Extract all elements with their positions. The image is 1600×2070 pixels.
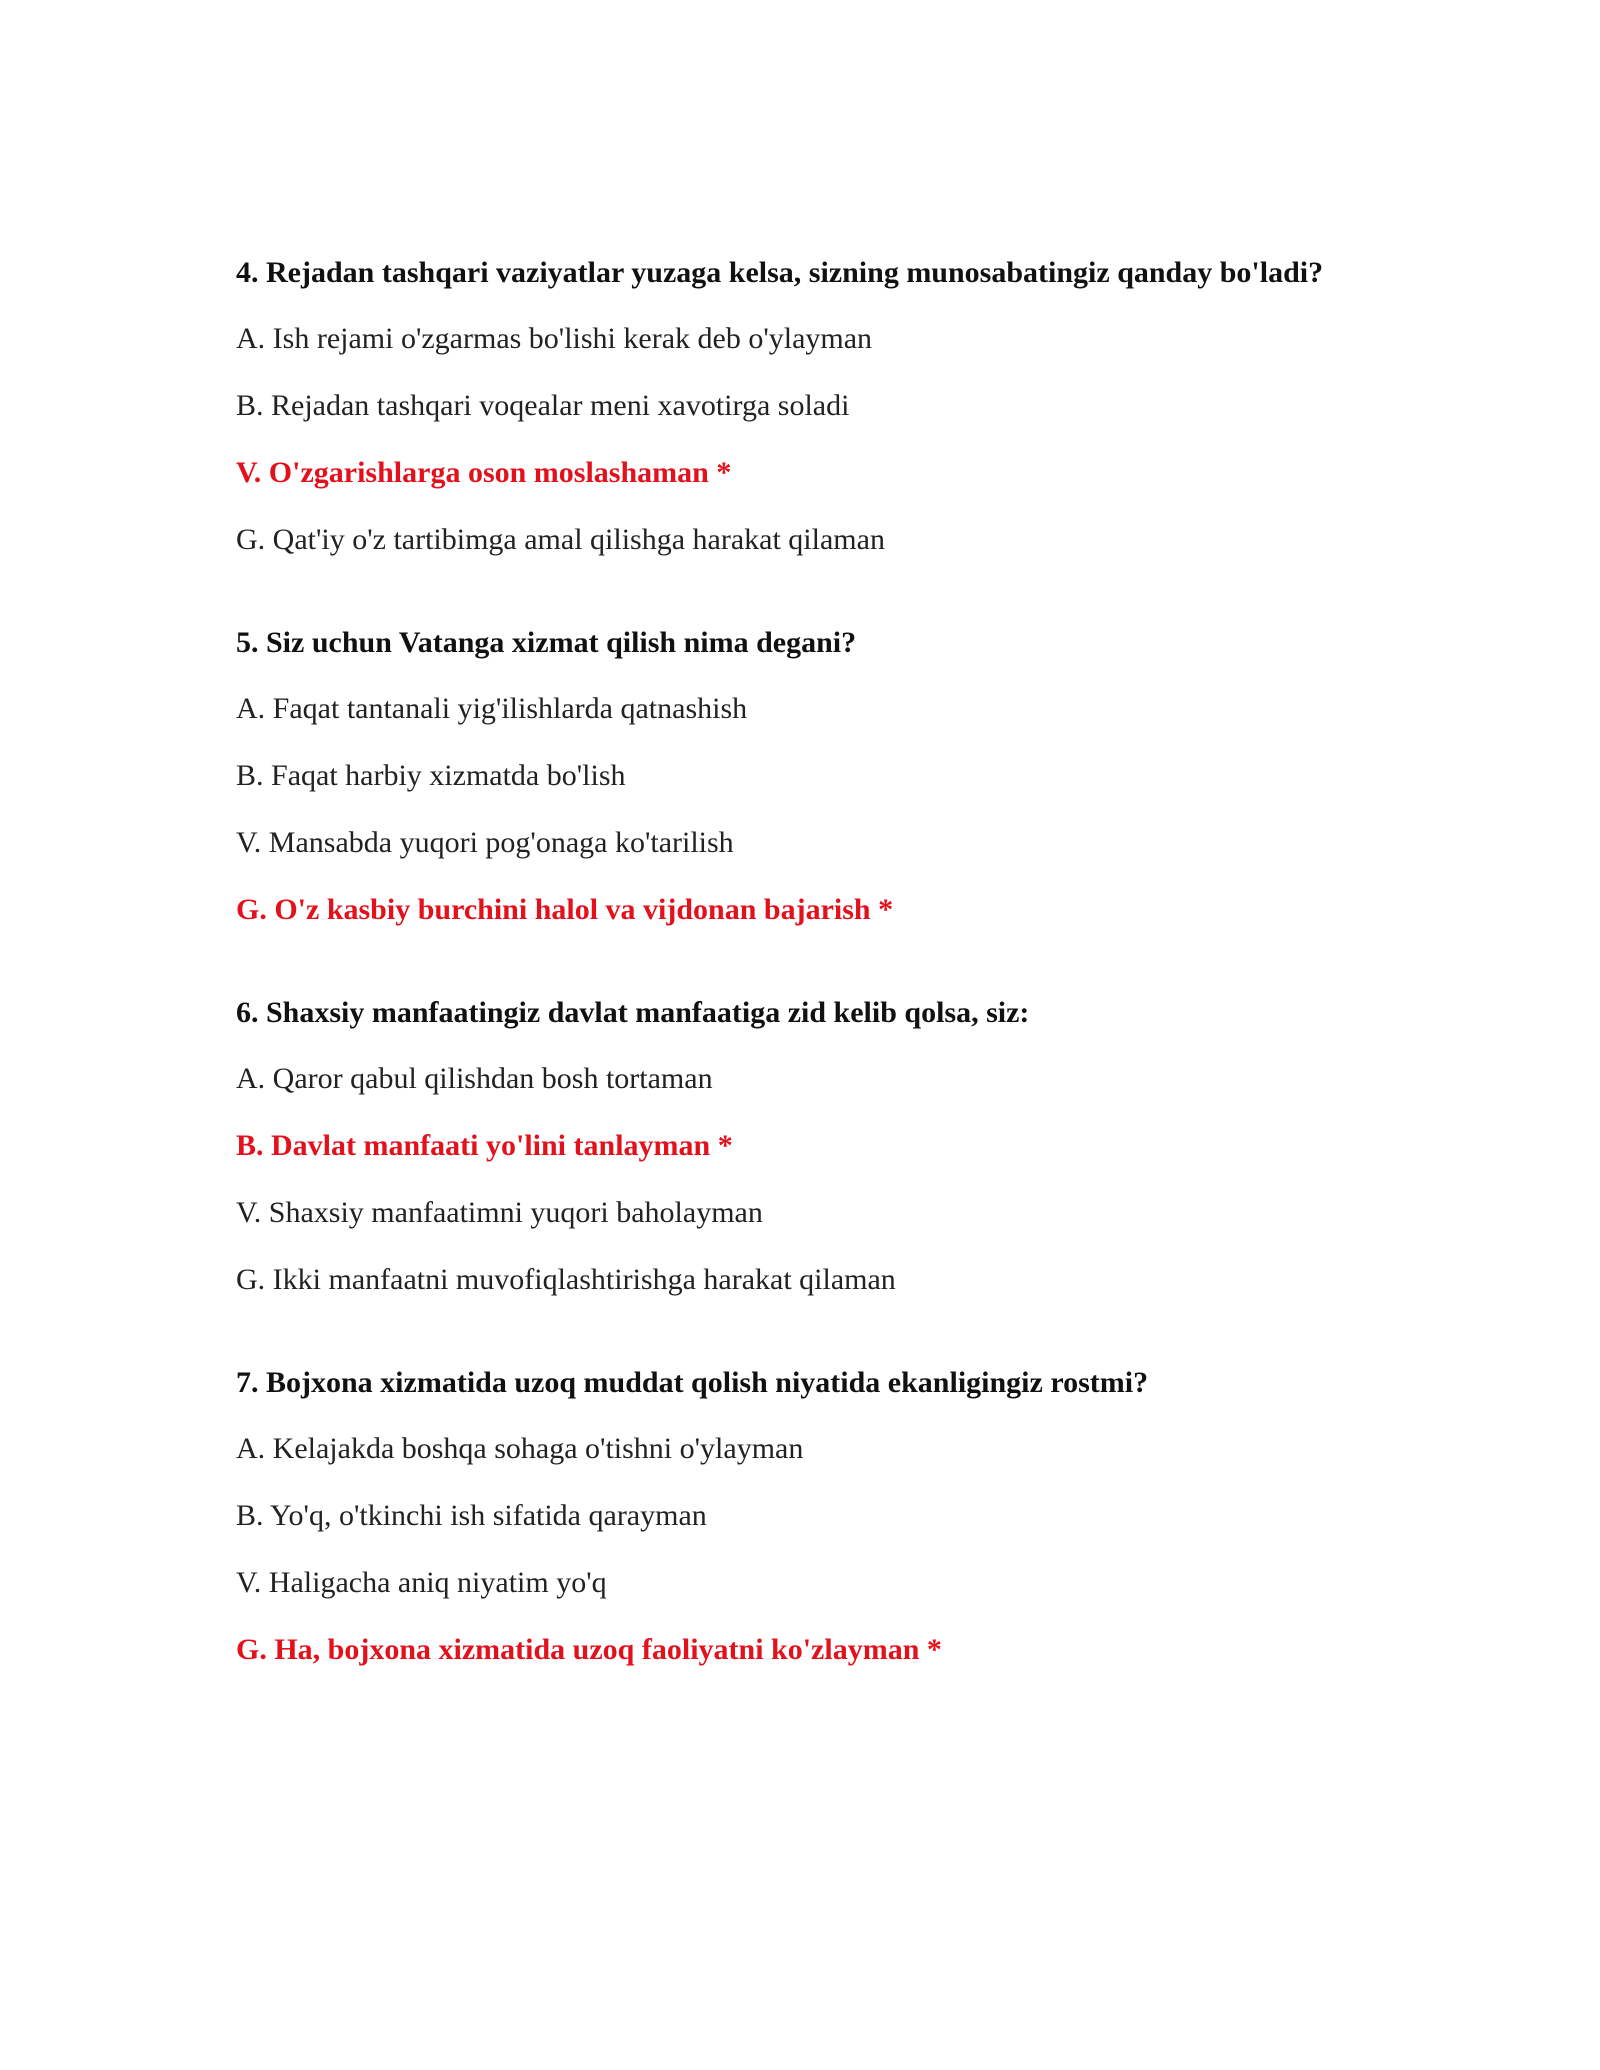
answer-option: A. Qaror qabul qilishdan bosh tortaman	[236, 1062, 713, 1095]
question-5	[236, 622, 1396, 928]
question-title: 5. Siz uchun Vatanga xizmat qilish nima degani?	[236, 626, 857, 659]
answer-option: V. Mansabda yuqori pog'onaga ko'tarilish	[236, 826, 734, 859]
answer-option: G. Ikki manfaatni muvofiqlashtirishga harakat qilaman	[236, 1263, 896, 1296]
answer-options	[236, 1061, 1396, 1298]
question-title: 4. Rejadan tashqari vaziyatlar yuzaga kelsa, sizning munosabatingiz qanday bo'ladi?	[236, 256, 1324, 289]
correct-answer-option: G. O'z kasbiy burchini halol va vijdonan bajarish *	[236, 893, 894, 926]
answer-option: A. Ish rejami o'zgarmas bo'lishi kerak deb o'ylayman	[236, 322, 873, 355]
correct-answer-option: V. O'zgarishlarga oson moslashaman *	[236, 456, 732, 489]
questions-list	[236, 252, 1396, 1732]
question-4	[236, 252, 1396, 558]
answer-option: B. Yo'q, o'tkinchi ish sifatida qarayman	[236, 1499, 707, 1532]
correct-answer-option: B. Davlat manfaati yo'lini tanlayman *	[236, 1129, 733, 1162]
correct-answer-option: G. Ha, bojxona xizmatida uzoq faoliyatni ko'zlayman *	[236, 1633, 942, 1666]
answer-option: G. Qat'iy o'z tartibimga amal qilishga harakat qilaman	[236, 523, 885, 556]
answer-option: V. Haligacha aniq niyatim yo'q	[236, 1566, 607, 1599]
question-6	[236, 992, 1396, 1298]
question-title: 7. Bojxona xizmatida uzoq muddat qolish niyatida ekanligingiz rostmi?	[236, 1366, 1149, 1399]
answer-option: B. Rejadan tashqari voqealar meni xavotirga soladi	[236, 389, 850, 422]
answer-option: A. Faqat tantanali yig'ilishlarda qatnashish	[236, 692, 748, 725]
answer-option: V. Shaxsiy manfaatimni yuqori baholayman	[236, 1196, 763, 1229]
answer-options	[236, 1431, 1396, 1668]
answer-option: B. Faqat harbiy xizmatda bo'lish	[236, 759, 626, 792]
question-title: 6. Shaxsiy manfaatingiz davlat manfaatiga zid kelib qolsa, siz:	[236, 996, 1030, 1029]
answer-options	[236, 321, 1396, 558]
answer-options	[236, 691, 1396, 928]
answer-option: A. Kelajakda boshqa sohaga o'tishni o'ylayman	[236, 1432, 804, 1465]
question-7	[236, 1362, 1396, 1668]
